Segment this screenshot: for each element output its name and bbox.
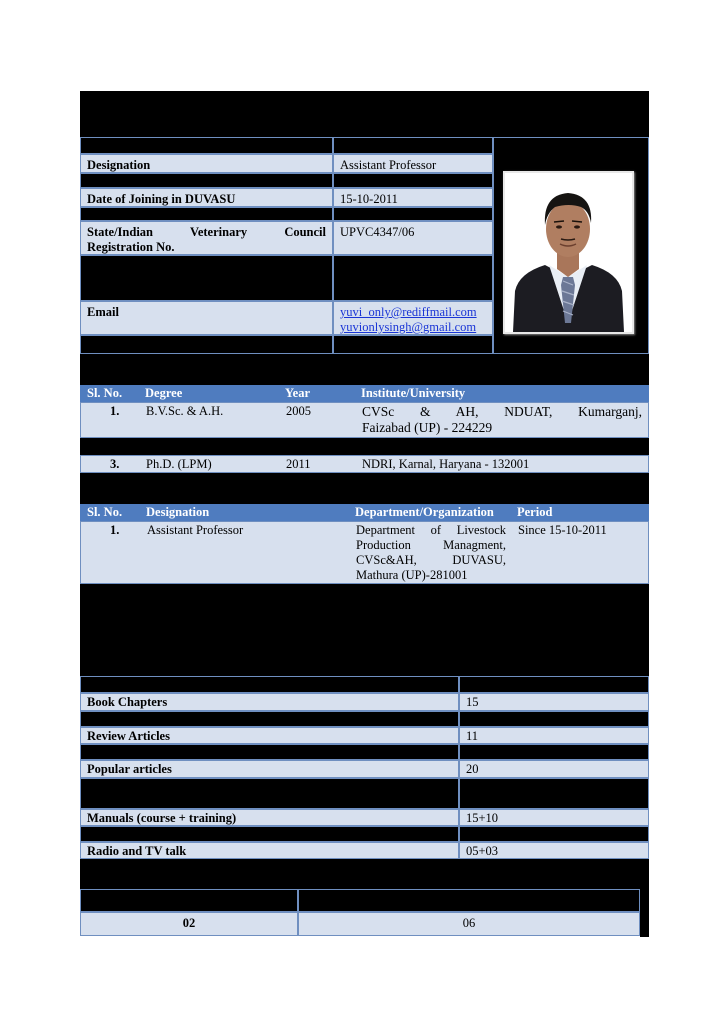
header-band <box>80 91 649 137</box>
bottom-band <box>80 859 649 889</box>
education-gap <box>80 438 649 455</box>
registration-value: UPVC4347/06 <box>333 221 493 255</box>
pub-gap-1b <box>459 711 649 727</box>
email-label: Email <box>80 301 333 335</box>
edu-row1-institute <box>362 404 642 436</box>
edu-header-year: Year <box>285 386 310 400</box>
exp-header-designation: Designation <box>146 505 210 519</box>
exp-row1-dept-line2: Production Managment, <box>356 538 506 552</box>
education-title-band <box>80 354 649 385</box>
pub-radio-tv-value: 05+03 <box>459 842 649 859</box>
profile-top-mid <box>333 137 493 154</box>
exp-row1-dept-line3: CVSc&AH, DUVASU, <box>356 553 506 567</box>
education-header <box>80 385 649 402</box>
edu-row1-year: 2005 <box>286 404 311 418</box>
profile-gap-3b <box>333 255 493 301</box>
registration-label <box>80 221 333 255</box>
edu-row2-institute: NDRI, Karnal, Haryana - 132001 <box>362 457 530 471</box>
registration-label-line2: Registration No. <box>87 240 175 254</box>
education-row-1 <box>80 402 649 438</box>
exp-row1-designation: Assistant Professor <box>147 523 244 537</box>
bottom-header-left <box>80 889 298 912</box>
pub-review-articles-label: Review Articles <box>80 727 459 744</box>
pub-gap-3b <box>459 778 649 809</box>
profile-gap-1b <box>333 173 493 188</box>
edu-row2-degree: Ph.D. (LPM) <box>146 457 212 471</box>
pub-header-right <box>459 676 649 693</box>
pub-popular-articles-label: Popular articles <box>80 760 459 778</box>
pub-popular-articles-value: 20 <box>459 760 649 778</box>
profile-bottom-mid <box>333 335 493 354</box>
profile-photo <box>503 171 634 334</box>
edu-header-sl: Sl. No. <box>87 386 123 400</box>
pub-book-chapters-value: 15 <box>459 693 649 711</box>
bottom-value-right: 06 <box>298 912 640 936</box>
bottom-header-right <box>298 889 640 912</box>
profile-gap-2 <box>80 207 333 221</box>
edu-row1-institute-line1: CVSc & AH, NDUAT, Kumarganj, <box>362 404 642 419</box>
edu-row1-sl: 1. <box>110 404 120 418</box>
email-link-1[interactable]: yuvi_only@rediffmail.com <box>340 305 477 319</box>
pub-review-articles-value: 11 <box>459 727 649 744</box>
pub-gap-1 <box>80 711 459 727</box>
edu-header-degree: Degree <box>145 386 183 400</box>
experience-row-1 <box>80 521 649 584</box>
pub-gap-3 <box>80 778 459 809</box>
profile-gap-1 <box>80 173 333 188</box>
edu-row1-institute-line2: Faizabad (UP) - 224229 <box>362 420 493 435</box>
edu-header-institute: Institute/University <box>361 386 466 400</box>
exp-header-department: Department/Organization <box>355 505 494 519</box>
designation-value: Assistant Professor <box>333 154 493 173</box>
bottom-right-edge <box>640 889 649 937</box>
designation-label: Designation <box>80 154 333 173</box>
experience-header <box>80 504 649 521</box>
education-row-2 <box>80 455 649 473</box>
exp-row1-period: Since 15-10-2011 <box>518 523 607 537</box>
research-band <box>80 584 649 676</box>
pub-gap-2 <box>80 744 459 760</box>
profile-bottom-left <box>80 335 333 354</box>
pub-gap-2b <box>459 744 649 760</box>
pub-manuals-label: Manuals (course + training) <box>80 809 459 826</box>
bottom-value-left: 02 <box>80 912 298 936</box>
email-link-2[interactable]: yuvionlysingh@gmail.com <box>340 320 477 334</box>
pub-header-left <box>80 676 459 693</box>
pub-book-chapters-label: Book Chapters <box>80 693 459 711</box>
edu-row1-degree: B.V.Sc. & A.H. <box>146 404 224 418</box>
exp-header-sl: Sl. No. <box>87 505 123 519</box>
exp-header-period: Period <box>517 505 553 519</box>
profile-gap-3 <box>80 255 333 301</box>
edu-row2-sl: 3. <box>110 457 120 471</box>
pub-gap-4 <box>80 826 459 842</box>
exp-row1-dept-line4: Mathura (UP)-281001 <box>356 568 468 582</box>
registration-label-line1: State/Indian Veterinary Council <box>87 225 326 239</box>
doj-value: 15-10-2011 <box>333 188 493 207</box>
experience-title-band <box>80 473 649 504</box>
profile-top-left <box>80 137 333 154</box>
pub-radio-tv-label: Radio and TV talk <box>80 842 459 859</box>
exp-row1-department <box>356 523 506 583</box>
doj-label: Date of Joining in DUVASU <box>80 188 333 207</box>
edu-row2-year: 2011 <box>286 457 311 471</box>
exp-row1-dept-line1: Department of Livestock <box>356 523 506 537</box>
email-value <box>333 301 493 335</box>
pub-manuals-value: 15+10 <box>459 809 649 826</box>
person-photo-icon <box>505 173 632 332</box>
exp-row1-sl: 1. <box>110 523 120 537</box>
profile-gap-2b <box>333 207 493 221</box>
pub-gap-4b <box>459 826 649 842</box>
